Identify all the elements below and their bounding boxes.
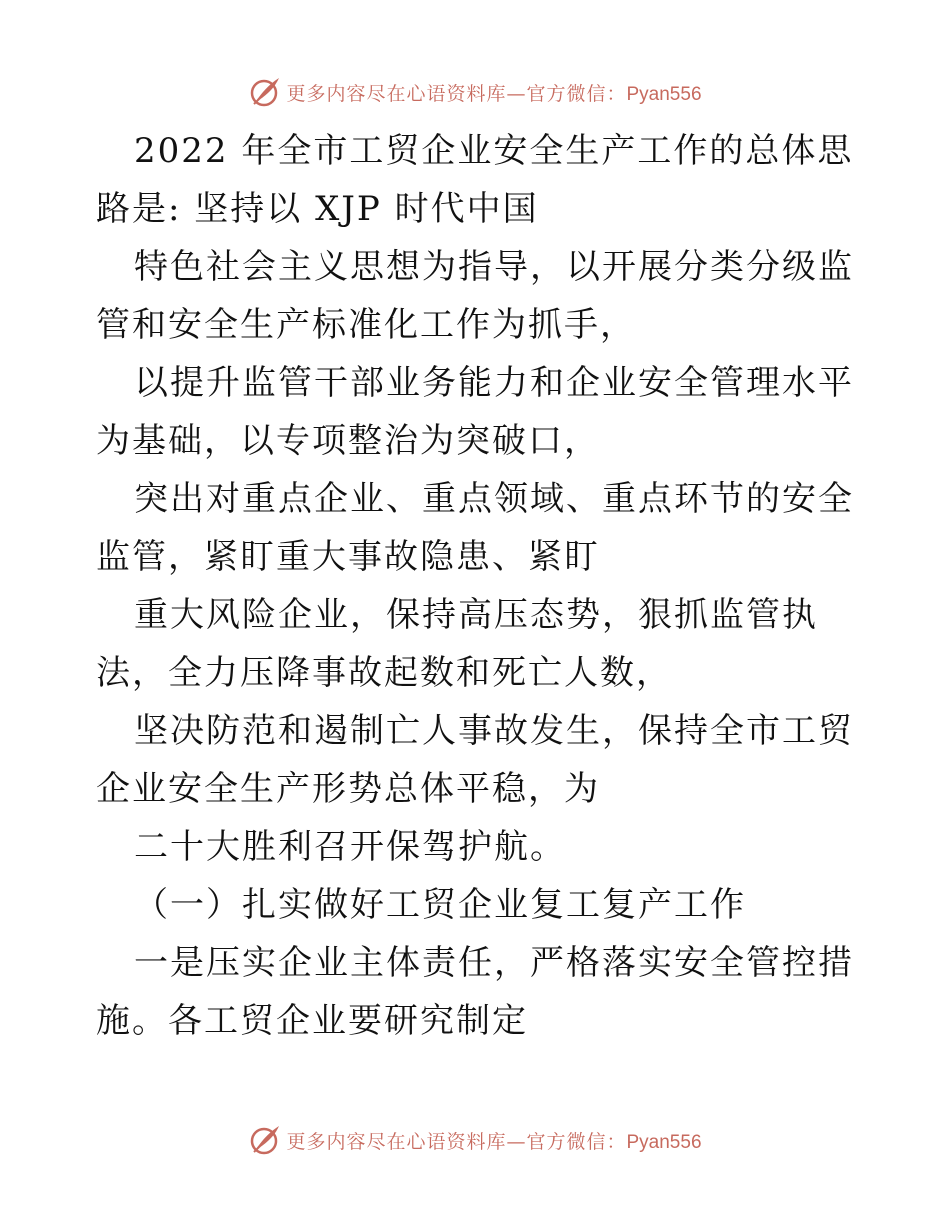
- paragraph-1: 2022 年全市工贸企业安全生产工作的总体思路是: 坚持以 XJP 时代中国: [96, 131, 854, 229]
- paragraph-4: 突出对重点企业、重点领域、重点环节的安全监管，紧盯重大事故隐患、紧盯: [96, 479, 854, 577]
- watermark-wechat-id: Pyan556: [626, 1131, 702, 1153]
- document-body: [96, 122, 856, 1050]
- paragraph-6: 坚决防范和遏制亡人事故发生，保持全市工贸企业安全生产形势总体平稳，为: [96, 711, 854, 809]
- paragraph-2: 特色社会主义思想为指导，以开展分类分级监管和安全生产标准化工作为抓手，: [96, 247, 854, 345]
- paragraph-5: 重大风险企业，保持高压态势，狠抓监管执法，全力压降事故起数和死亡人数，: [96, 595, 818, 693]
- paragraph-7: 二十大胜利召开保驾护航。: [134, 827, 566, 867]
- paragraph-3: 以提升监管干部业务能力和企业安全管理水平为基础，以专项整治为突破口，: [96, 363, 854, 461]
- watermark-text: 更多内容尽在心语资料库—官方微信：Pyan556: [286, 1130, 702, 1153]
- feather-pen-circle-logo-icon: [248, 1123, 282, 1157]
- paragraph-8: 一是压实企业主体责任，严格落实安全管控措施。各工贸企业要研究制定: [96, 943, 854, 1041]
- section-heading: （一）扎实做好工贸企业复工复产工作: [134, 885, 746, 925]
- footer-watermark: [0, 1120, 950, 1160]
- header-watermark: [0, 72, 950, 112]
- feather-pen-circle-logo-icon: [248, 75, 282, 109]
- watermark-text: 更多内容尽在心语资料库—官方微信：Pyan556: [286, 82, 702, 105]
- watermark-wechat-id: Pyan556: [626, 83, 702, 105]
